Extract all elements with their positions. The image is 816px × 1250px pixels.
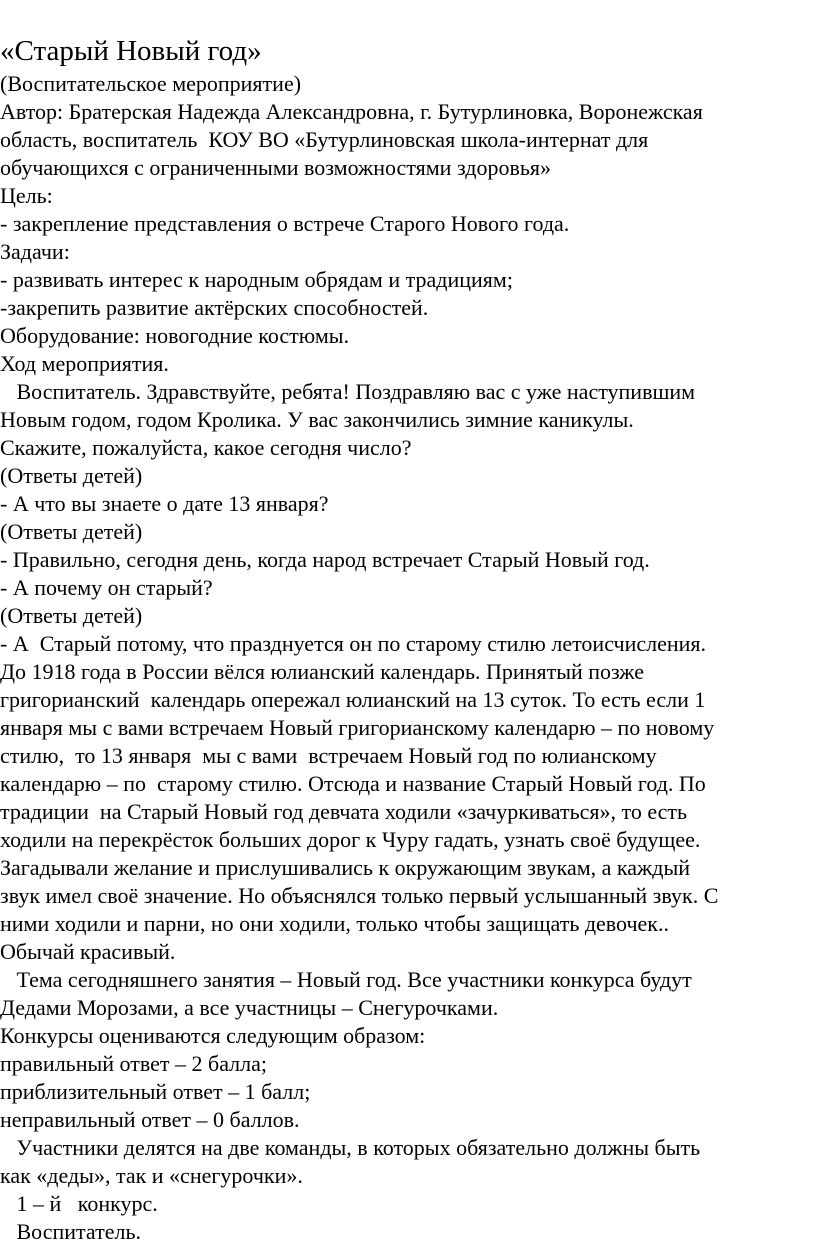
body-line: До 1918 года в России вёлся юлианский календарь. Принятый позже	[0, 659, 644, 684]
body-line: звук имел своё значение. Но объяснялся только первый услышанный звук. С	[0, 883, 719, 908]
body-line: 1 – й конкурс.	[0, 1191, 158, 1216]
body-line: правильный ответ – 2 балла;	[0, 1051, 267, 1076]
body-line: Автор: Братерская Надежда Александровна, г. Бутурлиновка, Воронежская	[0, 99, 703, 124]
body-line: - А Старый потому, что празднуется он по старому стилю летоисчисления.	[0, 631, 707, 656]
body-line: (Ответы детей)	[0, 603, 143, 628]
body-line: традиции на Старый Новый год девчата ходили «зачуркиваться», то есть	[0, 799, 688, 824]
body-line: (Ответы детей)	[0, 519, 143, 544]
body-line: календарю – по старому стилю. Отсюда и название Старый Новый год. По	[0, 771, 706, 796]
body-line: Тема сегодняшнего занятия – Новый год. Все участники конкурса будут	[0, 967, 692, 992]
body-line: обучающихся с ограниченными возможностями здоровья»	[0, 155, 551, 180]
body-line: стилю, то 13 января мы с вами встречаем Новый год по юлианскому	[0, 743, 657, 768]
body-line: Цель:	[0, 183, 53, 208]
document-page	[0, 34, 810, 1246]
body-line: - Правильно, сегодня день, когда народ встречает Старый Новый год.	[0, 547, 650, 572]
document-title: «Старый Новый год»	[0, 35, 262, 67]
body-line: января мы с вами встречаем Новый григорианскому календарю – по новому	[0, 715, 715, 740]
body-line: Загадывали желание и прислушивались к окружающим звукам, а каждый	[0, 855, 691, 880]
body-line: область, воспитатель КОУ ВО «Бутурлиновская школа-интернат для	[0, 127, 649, 152]
body-line: - А что вы знаете о дате 13 января?	[0, 491, 329, 516]
body-line: Конкурсы оцениваются следующим образом:	[0, 1023, 426, 1048]
body-line: Воспитатель.	[0, 1219, 142, 1244]
body-line: неправильный ответ – 0 баллов.	[0, 1107, 300, 1132]
body-line: Обычай красивый.	[0, 939, 176, 964]
body-line: Скажите, пожалуйста, какое сегодня число?	[0, 435, 412, 460]
body-line: Участники делятся на две команды, в которых обязательно должны быть	[0, 1135, 701, 1160]
body-line: Оборудование: новогодние костюмы.	[0, 323, 350, 348]
body-line: - закрепление представления о встрече Старого Нового года.	[0, 211, 570, 236]
body-line: Новым годом, годом Кролика. У вас закончились зимние каникулы.	[0, 407, 634, 432]
body-line: ними ходили и парни, но они ходили, только чтобы защищать девочек..	[0, 911, 669, 936]
body-line: григорианский календарь опережал юлианский на 13 суток. То есть если 1	[0, 687, 706, 712]
body-line: ходили на перекрёсток больших дорог к Чуру гадать, узнать своё будущее.	[0, 827, 701, 852]
body-line: - развивать интерес к народным обрядам и традициям;	[0, 267, 513, 292]
body-line: Задачи:	[0, 239, 70, 264]
body-line: как «деды», так и «снегурочки».	[0, 1163, 303, 1188]
body-line: Дедами Морозами, а все участницы – Снегурочками.	[0, 995, 499, 1020]
body-line: - А почему он старый?	[0, 575, 213, 600]
body-line: -закрепить развитие актёрских способностей.	[0, 295, 429, 320]
body-line: Воспитатель. Здравствуйте, ребята! Поздравляю вас с уже наступившим	[0, 379, 696, 404]
body-line: приблизительный ответ – 1 балл;	[0, 1079, 311, 1104]
body-line: (Ответы детей)	[0, 463, 143, 488]
document-body	[0, 70, 810, 1246]
body-line: (Воспитательское мероприятие)	[0, 71, 302, 96]
body-line: Ход мероприятия.	[0, 351, 169, 376]
